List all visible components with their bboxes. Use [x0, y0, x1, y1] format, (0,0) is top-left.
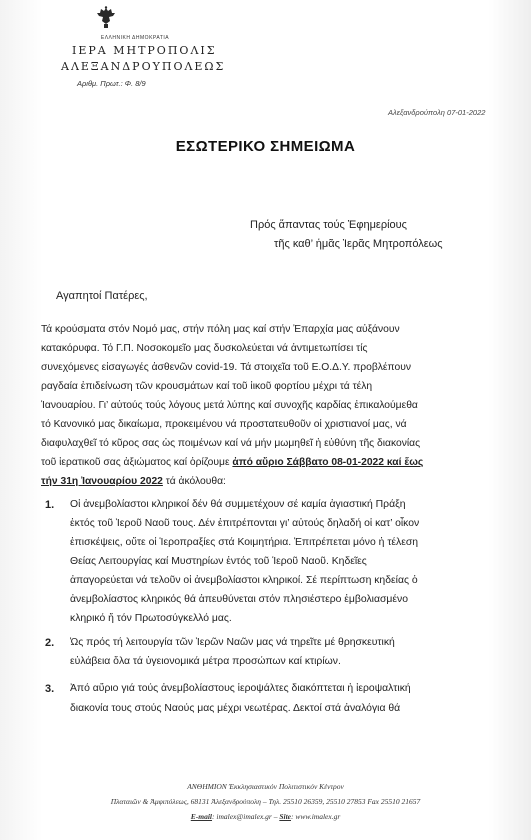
metropolis-name-line2: ΑΛΕΞΑΝΔΡΟΥΠΟΛΕΩΣ [61, 60, 226, 73]
footer-org-name: ΑΝΘΗΜΙΟΝ Ἐκκλησιαστικόν Πολιτιστικόν Κέντρον [187, 782, 344, 791]
end-date-highlight: τήν 31η Ἰανουαρίου 2022 [41, 476, 163, 487]
item-number: 1. [45, 499, 55, 511]
site-label: Site [279, 812, 291, 821]
body-line: συνεχόμενες εἰσαγωγές ἀσθενῶν covid-19. Τά στοιχεῖα τοῦ Ε.Ο.Δ.Υ. προβλέπουν [41, 362, 411, 373]
recipient-line1: Πρός ἅπαντας τούς Ἐφημερίους [250, 219, 407, 231]
footer-contact [0, 812, 531, 821]
body-line [41, 457, 506, 468]
double-headed-eagle-emblem-icon [95, 6, 117, 30]
item-1-line: ἀπαγορεύεται νά τελοῦν οἱ ἀνεμβολίαστοι κληρικοί. Σέ περίπτωση κηδείας ὁ [70, 575, 418, 586]
item-1-line: κληρικό ἤ τόν Πρωτοσύγκελλό μας. [70, 613, 232, 624]
state-name: ΕΛΛΗΝΙΚΗ ΔΗΜΟΚΡΑΤΙΑ [100, 35, 170, 41]
item-1-line: ἀνεμβολίαστος κληρικός θά ἀπευθύνεται στόν πλησιέστερο ἐμβολιασμένο [70, 594, 408, 605]
item-2-line: Ὡς πρός τή λειτουργία τῶν Ἱερῶν Ναῶν μας νά τηρεῖτε μέ θρησκευτική [70, 637, 395, 648]
item-2-line: εὐλάβεια ὅλα τά ὑγειονομικά μέτρα προσώπων καί κτιρίων. [70, 656, 341, 667]
footer-address: Πλαταιῶν & Ἀμφιπόλεως, 68131 Ἀλεξανδρούπολη – Τηλ. 25510 26359, 25510 27853 Fax 25510 21657 [110, 797, 421, 806]
document-title: ΕΣΩΤΕΡΙΚΟ ΣΗΜΕΙΩΜΑ [175, 138, 356, 155]
document-date: Αλεξανδρούπολη 07-01-2022 [388, 108, 486, 117]
metropolis-name-line1: ΙΕΡΑ ΜΗΤΡΟΠΟΛΙΣ [72, 44, 217, 57]
body-line: Ἰανουαρίου. Γι’ αὐτούς τούς λόγους μετά λύπης καί συνοχῆς καρδίας ἐπικαλούμεθα [41, 400, 418, 411]
body-text: τοῦ ἱερατικοῦ σας ἀξιώματος καί ὁρίζουμε [41, 457, 233, 468]
item-number: 3. [45, 683, 55, 695]
body-line: ραγδαία ἐπιδείνωση τῶν κρουσμάτων καί τοῦ ἰικοῦ φορτίου μέχρι τά τέλη [41, 381, 373, 392]
recipient-line2: τῆς καθ’ ἡμᾶς Ἱερᾶς Μητροπόλεως [274, 238, 443, 250]
item-3-line: Ἀπό αὔριο γιά τούς ἀνεμβολίαστους ἱεροψάλτες διακόπτεται ἡ ἱεροψαλτική [70, 683, 411, 694]
body-line: τό Κανονικό μας δικαίωμα, προκειμένου νά προστατευθοῦν οἱ χριστιανοί μας, νά [41, 419, 407, 430]
item-3-line: διακονία τους στούς Ναούς μας μέχρι νεωτέρας. Δεκτοί στά ἀναλόγια θά [70, 703, 401, 714]
protocol-number: Αριθμ. Πρωτ.: Φ. 8/9 [77, 79, 146, 88]
item-number: 2. [45, 637, 55, 649]
website-url[interactable]: : www.imalex.gr [291, 812, 341, 821]
item-1-line: Οἱ ἀνεμβολίαστοι κληρικοί δέν θά συμμετέχουν σέ καμία ἁγιαστική Πράξη [70, 499, 406, 510]
item-1-line: ἐκτός τοῦ Ἱεροῦ Ναοῦ τους. Δέν ἐπιτρέπονται γι’ αὐτούς δηλαδή οἱ κατ’ οἶκον [70, 518, 420, 529]
body-line [41, 476, 506, 487]
body-line: Τά κρούσματα στόν Νομό μας, στήν πόλη μας καί στήν Ἐπαρχία μας αὐξάνουν [41, 324, 400, 335]
email-label: E-mail [190, 812, 213, 821]
greeting: Αγαπητοί Πατέρες, [56, 290, 148, 302]
body-line: κατακόρυφα. Τό Γ.Π. Νοσοκομεῖο μας δυσκολεύεται νά ἀντιμετωπίσει τίς [41, 343, 368, 354]
item-1-line: ἐπισκέψεις, οὔτε οἱ Ἱεροπραξίες στά Κοιμητήρια. Ἐπιτρέπεται μόνο ἡ τέλεση [70, 537, 419, 548]
effective-date-highlight: ἀπό αὔριο Σάββατο 08-01-2022 καί ἕως [232, 457, 424, 468]
email-address[interactable]: : imalex@imalex.gr – [212, 812, 280, 821]
body-line: διαφυλαχθεῖ τό κῦρος σας ὡς ποιμένων καί νά μήν μωμηθεῖ ἡ εὐθύνη τῆς διακονίας [41, 438, 421, 449]
body-text: τά ἀκόλουθα: [162, 476, 226, 487]
item-1-line: Θείας Λειτουργίας καί Μυστηρίων ἐντός τοῦ Ἱεροῦ Ναοῦ. Κηδεῖες [70, 556, 367, 567]
